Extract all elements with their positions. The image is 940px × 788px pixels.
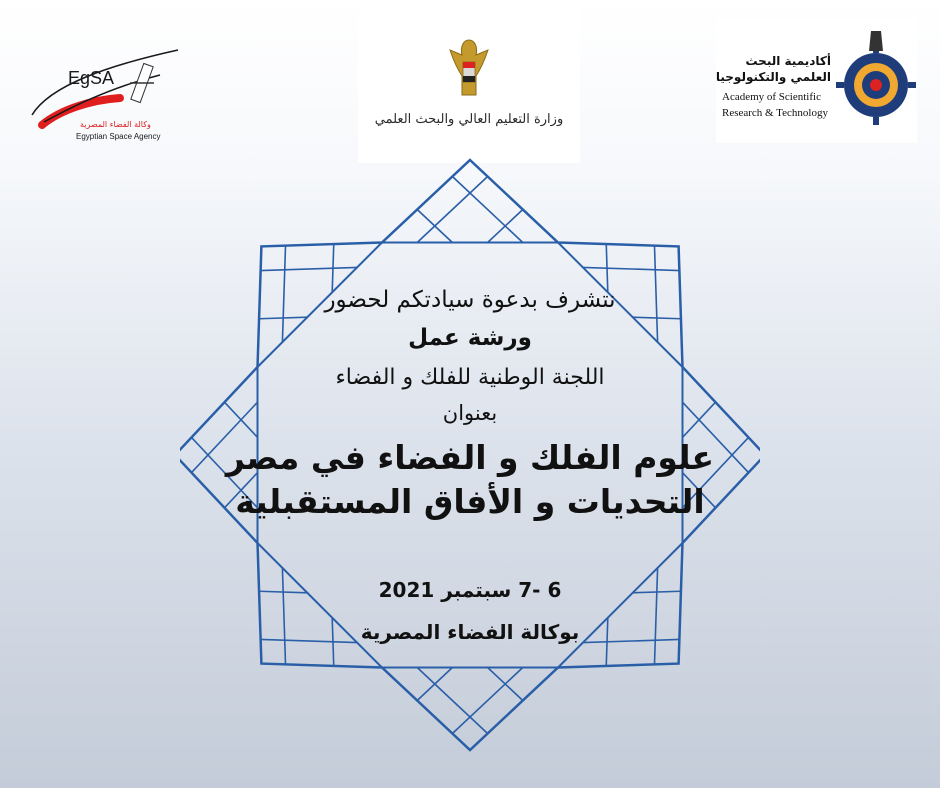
ministry-arabic-name: وزارة التعليم العالي والبحث العلمي (374, 112, 564, 127)
star-hatch-line (417, 177, 487, 243)
star-hatch-line (452, 667, 522, 733)
workshop-label: ورشة عمل (408, 325, 532, 351)
invitation-line: نتشرف بدعوة سيادتكم لحضور (324, 287, 616, 313)
titled-label: بعنوان (442, 401, 498, 425)
event-venue: بوكالة الفضاء المصرية (360, 620, 580, 644)
star-hatch-line (452, 177, 522, 243)
ministry-logo (358, 0, 580, 163)
academy-emblem-icon (836, 23, 916, 138)
star-hatch-line (259, 317, 307, 319)
star-hatch-line (606, 244, 608, 292)
academy-arabic-line2: العلمي والتكنولوجيا (715, 70, 831, 84)
academy-logo (716, 18, 917, 143)
egsa-arabic-name: وكالة الفضاء المصرية (80, 120, 151, 129)
star-tip-base (258, 543, 382, 667)
event-date: 6 -7 سبتمبر 2021 (378, 578, 562, 602)
egsa-english-name: Egyptian Space Agency (76, 132, 161, 141)
committee-name: اللجنة الوطنية للفلك و الفضاء (335, 365, 605, 390)
egsa-logo (20, 30, 190, 150)
star-hatch-line (417, 667, 487, 733)
egsa-abbr: EgSA (68, 68, 115, 88)
star-tip-base (558, 543, 682, 667)
academy-english-line2: Research & Technology (722, 107, 828, 119)
workshop-title-line1: علوم الفلك و الفضاء في مصر (225, 438, 715, 477)
star-hatch-line (261, 267, 357, 270)
star-hatch-line (583, 267, 679, 270)
academy-english-line1: Academy of Scientific (722, 91, 821, 103)
academy-arabic-line1: أكاديمية البحث (745, 54, 831, 68)
workshop-title-line2: التحديات و الأفاق المستقبلية (235, 482, 705, 521)
eagle-emblem-icon (358, 0, 580, 110)
